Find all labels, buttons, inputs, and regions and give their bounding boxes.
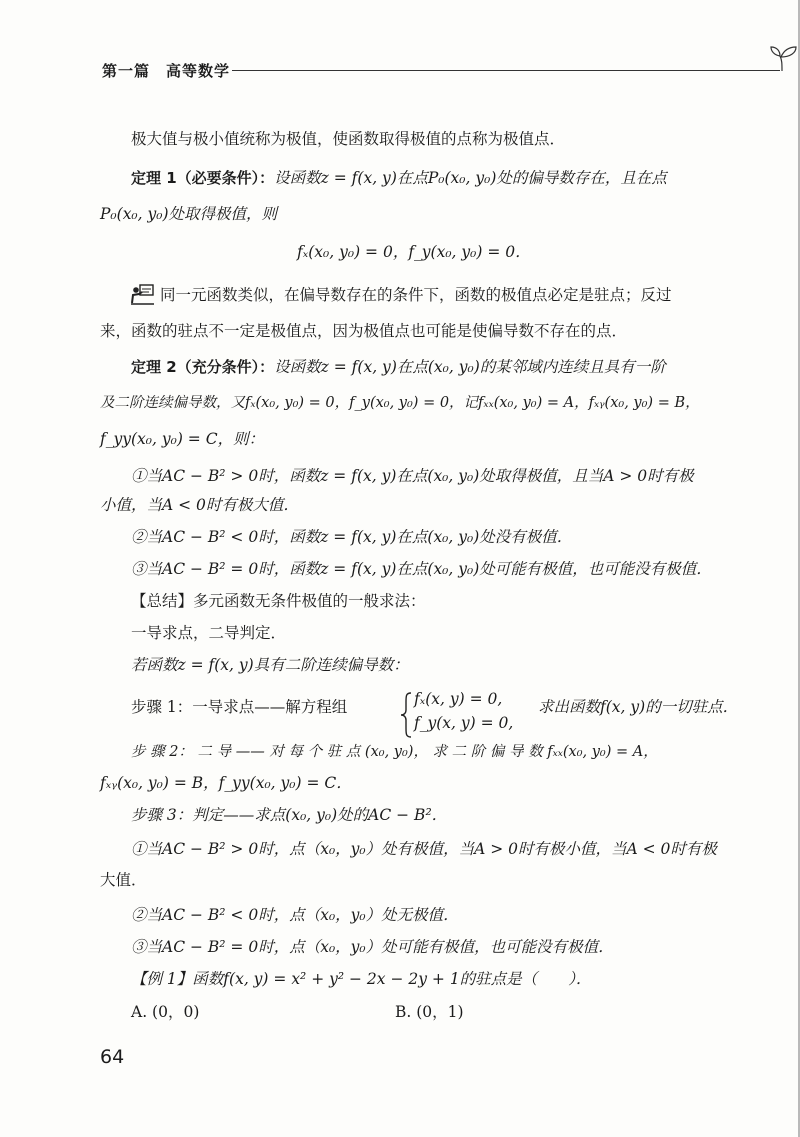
chapter-title: 第一篇 高等数学 bbox=[102, 62, 231, 80]
decision-2: ②当AC − B² < 0时，点（x₀，y₀）处无极值． bbox=[131, 906, 459, 924]
theorem-1-line-2: P₀(x₀, y₀)处取得极值，则 bbox=[100, 205, 278, 223]
condition-1-line-2: 小值，当A < 0时有极大值． bbox=[100, 496, 299, 514]
equation-1: fₓ(x, y) = 0, bbox=[414, 690, 503, 708]
step-1-text-b: 求出函数f(x, y)的一切驻点． bbox=[538, 698, 739, 716]
decision-1-line-1: ①当AC − B² > 0时，点（x₀，y₀）处有极值，当A > 0时有极小值，当A < 0时有极 bbox=[131, 840, 717, 858]
page-number: 64 bbox=[100, 1046, 125, 1068]
theorem-1-formula: fₓ(x₀, y₀) = 0，f_y(x₀, y₀) = 0． bbox=[297, 243, 531, 261]
theorem-2-line-2: 及二阶连续偏导数，又fₓ(x₀, y₀) = 0，f_y(x₀, y₀) = 0，记fₓₓ(x₀, y₀) = A，fₓᵧ(x₀, y₀) = B， bbox=[100, 395, 700, 411]
option-a: A. (0，0) bbox=[131, 1003, 200, 1021]
equation-2: f_y(x, y) = 0, bbox=[414, 714, 514, 732]
note-line-1: 同一元函数类似，在偏导数存在的条件下，函数的极值点必定是驻点；反过 bbox=[160, 286, 672, 304]
condition-3: ③当AC − B² = 0时，函数z = f(x, y)在点(x₀, y₀)处可能有极值，也可能没有极值． bbox=[131, 560, 712, 578]
summary-line-1: 一导求点，二导判定． bbox=[131, 624, 287, 642]
theorem-1-label: 定理 1（必要条件）： bbox=[131, 169, 275, 187]
step-2-line-2: fₓᵧ(x₀, y₀) = B，f_yy(x₀, y₀) = C． bbox=[100, 774, 352, 792]
note-line-2: 来，函数的驻点不一定是极值点，因为极值点也可能是使偏导数不存在的点． bbox=[100, 322, 628, 340]
summary-heading: 【总结】多元函数无条件极值的一般求法： bbox=[131, 592, 426, 610]
theorem-1-text-a: 设函数z = f(x, y)在点P₀(x₀, y₀)处的偏导数存在，且在点 bbox=[274, 169, 667, 187]
sprout-icon bbox=[768, 38, 800, 72]
theorem-2-line-1 bbox=[131, 356, 666, 378]
header-rule bbox=[232, 70, 780, 71]
theorem-2-line-3: f_yy(x₀, y₀) = C，则： bbox=[100, 430, 265, 448]
theorem-1-line-1 bbox=[131, 167, 667, 189]
step-1-text-a: 步骤 1：一导求点——解方程组 bbox=[131, 698, 348, 716]
step-2-line-1: 步 骤 2： 二 导 —— 对 每 个 驻 点 (x₀, y₀)， 求 二 阶 偏 导 数 fₓₓ(x₀, y₀) = A， bbox=[131, 744, 658, 760]
condition-2: ②当AC − B² < 0时，函数z = f(x, y)在点(x₀, y₀)处没有极值． bbox=[131, 528, 573, 546]
condition-1-line-1: ①当AC − B² > 0时，函数z = f(x, y)在点(x₀, y₀)处取得极值，且当A > 0时有极 bbox=[131, 467, 694, 485]
option-b: B. (0，1) bbox=[395, 1003, 464, 1021]
theorem-2-label: 定理 2（充分条件）： bbox=[131, 358, 275, 376]
step-3: 步骤 3：判定——求点(x₀, y₀)处的AC − B²． bbox=[131, 806, 448, 824]
decision-1-line-2: 大值． bbox=[100, 871, 147, 889]
theorem-2-text-a: 设函数z = f(x, y)在点(x₀, y₀)的某邻域内连续且具有一阶 bbox=[274, 358, 666, 376]
page-header bbox=[102, 60, 702, 82]
teacher-tip-icon bbox=[131, 283, 155, 305]
example-1: 【例 1】函数f(x, y) = x² + y² − 2x − 2y + 1的驻点是（ ）． bbox=[131, 970, 592, 988]
intro-line: 极大值与极小值统称为极值，使函数取得极值的点称为极值点． bbox=[131, 130, 566, 148]
decision-3: ③当AC − B² = 0时，点（x₀，y₀）处可能有极值，也可能没有极值． bbox=[131, 938, 614, 956]
summary-line-2: 若函数z = f(x, y)具有二阶连续偏导数： bbox=[131, 656, 409, 674]
left-brace bbox=[400, 692, 412, 738]
